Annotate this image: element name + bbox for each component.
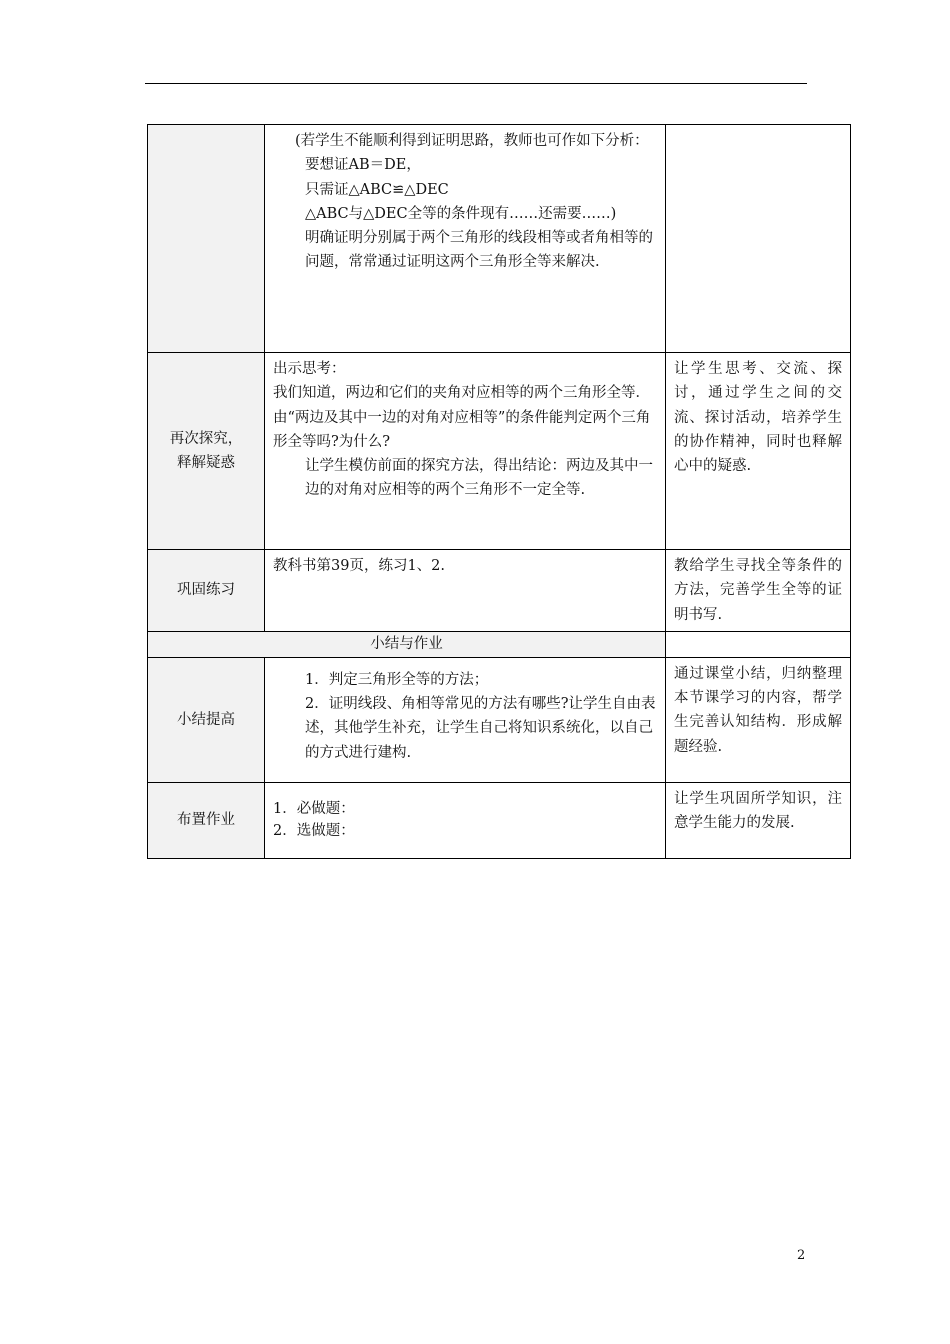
summary-item-2: 2．证明线段、角相等常见的方法有哪些?让学生自由表述，其他学生补充，让学生自己将知识系统化，以自己的方式进行建构. (305, 696, 656, 761)
summary-item-1: 1．判定三角形全等的方法； (305, 671, 489, 688)
analysis-cell (265, 125, 666, 353)
analysis-step-1: 要想证AB＝DE， (305, 157, 421, 174)
explore-content (265, 353, 666, 550)
section-header: 小结与作业 (148, 631, 666, 657)
page-number: 2 (797, 1248, 806, 1263)
analysis-step-2: 只需证△ABC≌△DEC (305, 181, 449, 198)
table-row (148, 125, 851, 353)
analysis-intro: (若学生不能顺利得到证明思路，教师也可作如下分析： (295, 133, 649, 149)
explore-intent: 让学生思考、交流、探讨，通过学生之间的交流、探讨活动，培养学生的协作精神，同时也释解心中的疑惑. (666, 353, 851, 550)
table-row (148, 657, 851, 782)
row-label-summary: 小结提高 (148, 657, 265, 782)
practice-content: 教科书第39页，练习1、2. (265, 550, 666, 632)
practice-intent: 教给学生寻找全等条件的方法，完善学生全等的证明书写. (666, 550, 851, 632)
lesson-plan-table (147, 124, 851, 859)
table-row (148, 782, 851, 858)
row-label-practice: 巩固练习 (148, 550, 265, 632)
explore-question: 我们知道，两边和它们的夹角对应相等的两个三角形全等．由“两边及其中一边的对角对应相等”的条件能判定两个三角形全等吗?为什么? (273, 385, 651, 450)
explore-prompt: 出示思考： (273, 361, 346, 377)
homework-optional: 2．选做题： (273, 823, 355, 840)
row-label-homework: 布置作业 (148, 782, 265, 858)
table-row (148, 631, 851, 657)
explore-conclusion: 让学生模仿前面的探究方法，得出结论：两边及其中一边的对角对应相等的两个三角形不一定全等. (305, 458, 653, 499)
homework-intent: 让学生巩固所学知识，注意学生能力的发展. (666, 782, 851, 858)
analysis-step-3: △ABC与△DEC全等的条件现有……还需要……) (305, 205, 617, 222)
table-row (148, 353, 851, 550)
intent-empty (666, 125, 851, 353)
summary-content (265, 657, 666, 782)
homework-required: 1．必做题： (273, 801, 355, 818)
section-header-blank (666, 631, 851, 657)
row-label-explore: 再次探究， 释解疑惑 (148, 353, 265, 550)
table-row (148, 550, 851, 632)
homework-content (265, 782, 666, 858)
summary-intent: 通过课堂小结，归纳整理本节课学习的内容，帮学生完善认知结构．形成解题经验. (666, 657, 851, 782)
row-label-empty (148, 125, 265, 353)
analysis-conclusion: 明确证明分别属于两个三角形的线段相等或者角相等的问题，常常通过证明这两个三角形全等来解决. (305, 230, 653, 271)
header-rule (145, 83, 807, 84)
